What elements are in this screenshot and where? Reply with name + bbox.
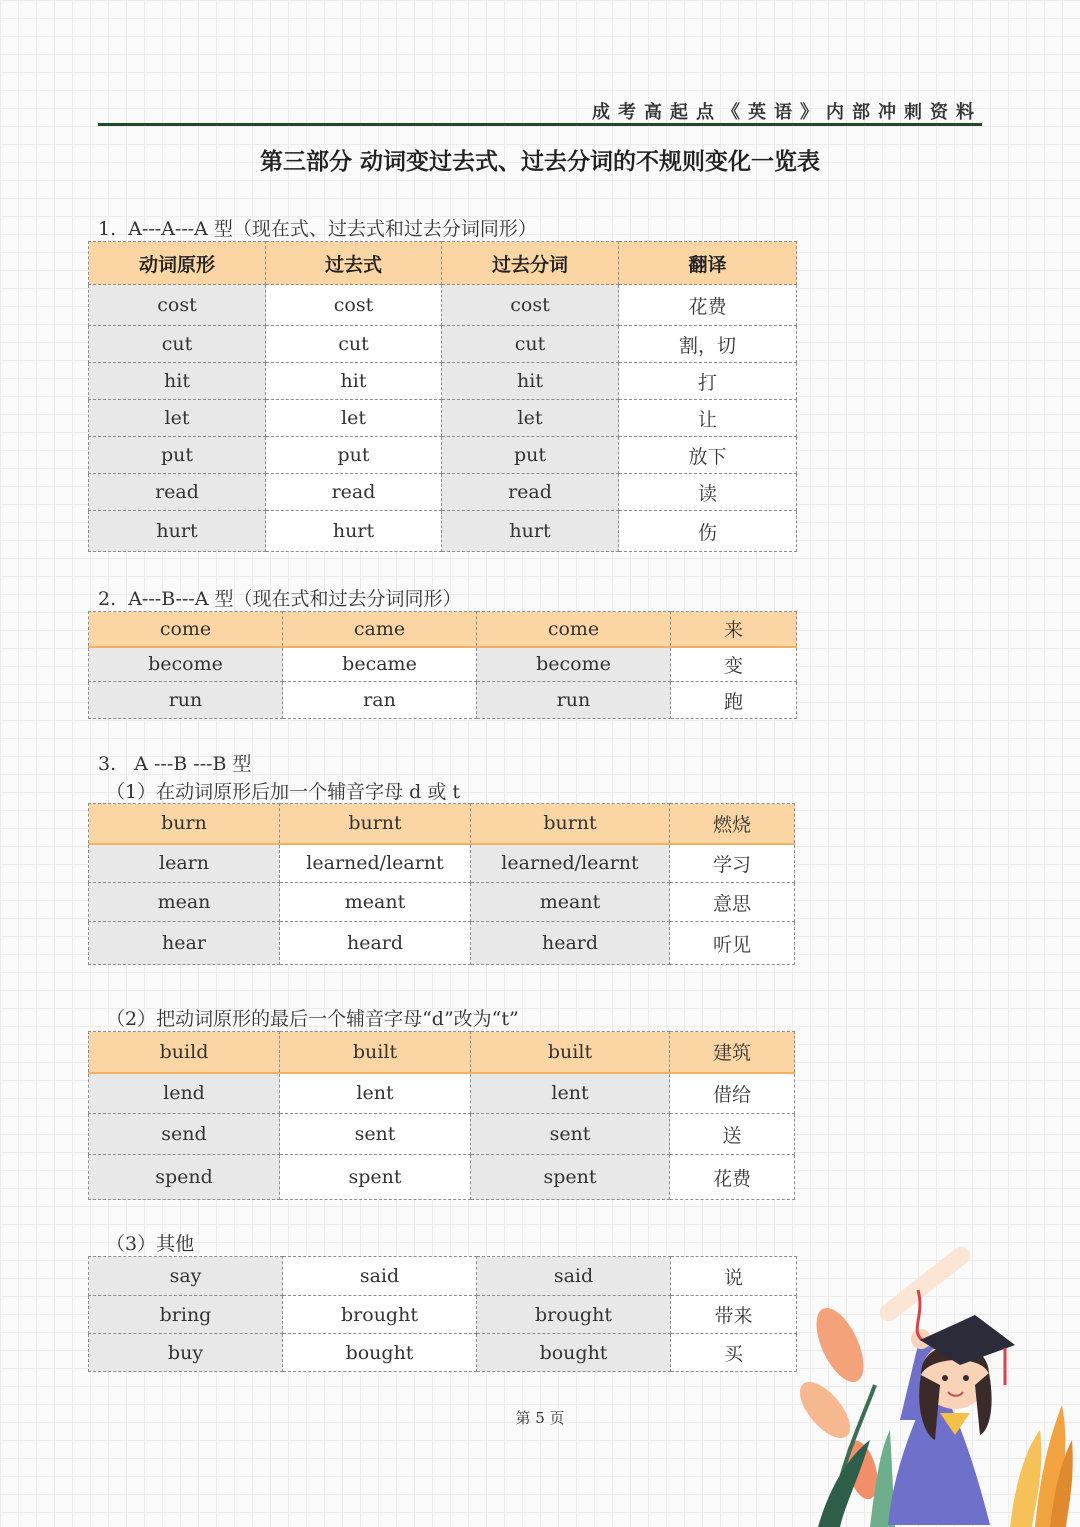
table-cell: ran — [283, 682, 477, 719]
table-cell: 听见 — [670, 922, 795, 965]
table-row — [89, 682, 797, 719]
table-cell: 花费 — [670, 1155, 795, 1200]
table-cell: put — [442, 437, 619, 474]
column-header: 动词原形 — [89, 242, 266, 285]
table-cell: hurt — [89, 511, 266, 552]
table-cell: came — [283, 612, 477, 647]
table-row — [89, 883, 795, 922]
table-cell: sent — [280, 1114, 471, 1155]
page-title: 第三部分 动词变过去式、过去分词的不规则变化一览表 — [259, 149, 820, 175]
table-cell: 放下 — [619, 437, 797, 474]
table-cell: lend — [89, 1073, 280, 1114]
table-row — [89, 1296, 797, 1334]
table-cell: 跑 — [671, 682, 797, 719]
table-cell: 割，切 — [619, 326, 797, 363]
table-cell: spend — [89, 1155, 280, 1200]
table-cell: hear — [89, 922, 280, 965]
table-cell: heard — [471, 922, 670, 965]
table-cell: 送 — [670, 1114, 795, 1155]
table-cell: 买 — [671, 1334, 797, 1372]
section-2-label: 2. A---B---A 型（现在式和过去分词同形） — [98, 588, 462, 610]
header-title: 成考高起点《英语》内部冲刺资料 — [592, 102, 982, 123]
table-row — [89, 285, 797, 326]
table-cell: cost — [89, 285, 266, 326]
table-cell: become — [89, 647, 283, 682]
table-cell: 读 — [619, 474, 797, 511]
table-cell: 借给 — [670, 1073, 795, 1114]
table-cell: 让 — [619, 400, 797, 437]
section-3-sub1-label: （1）在动词原形后加一个辅音字母 d 或 t — [106, 781, 461, 803]
table-cell: bring — [89, 1296, 283, 1334]
table-row — [89, 612, 797, 647]
section-3-sub3-table — [88, 1256, 797, 1372]
table-cell: 带来 — [671, 1296, 797, 1334]
table-cell: said — [477, 1257, 671, 1296]
table-row — [89, 474, 797, 511]
section-3-sub2-label: （2）把动词原形的最后一个辅音字母“d”改为“t” — [106, 1008, 519, 1030]
table-cell: spent — [280, 1155, 471, 1200]
table-cell: 建筑 — [670, 1032, 795, 1073]
table-cell: read — [266, 474, 442, 511]
section-3-sub2-table — [88, 1031, 795, 1200]
column-header: 过去式 — [266, 242, 442, 285]
table-cell: come — [477, 612, 671, 647]
table-cell: lent — [471, 1073, 670, 1114]
table-cell: read — [89, 474, 266, 511]
column-header: 翻译 — [619, 242, 797, 285]
table-row — [89, 1334, 797, 1372]
column-header: 过去分词 — [442, 242, 619, 285]
table-cell: put — [266, 437, 442, 474]
table-cell: built — [280, 1032, 471, 1073]
table-cell: burnt — [471, 804, 670, 844]
table-cell: cost — [442, 285, 619, 326]
table-cell: cost — [266, 285, 442, 326]
table-row — [89, 1155, 795, 1200]
table-cell: become — [477, 647, 671, 682]
table-cell: 燃烧 — [670, 804, 795, 844]
table-cell: 打 — [619, 363, 797, 400]
graduate-illustration-icon — [800, 1235, 1075, 1527]
table-cell: brought — [477, 1296, 671, 1334]
table-row — [89, 1257, 797, 1296]
table-cell: read — [442, 474, 619, 511]
table-header-row — [89, 242, 797, 285]
table-cell: send — [89, 1114, 280, 1155]
table-cell: say — [89, 1257, 283, 1296]
table-cell: learned/learnt — [280, 844, 471, 883]
table-cell: hit — [442, 363, 619, 400]
table-cell: 花费 — [619, 285, 797, 326]
table-cell: spent — [471, 1155, 670, 1200]
table-row — [89, 844, 795, 883]
table-row — [89, 1032, 795, 1073]
table-cell: buy — [89, 1334, 283, 1372]
table-cell: bought — [477, 1334, 671, 1372]
table-cell: mean — [89, 883, 280, 922]
table-cell: bought — [283, 1334, 477, 1372]
table-cell: learned/learnt — [471, 844, 670, 883]
section-3-label: 3. A ---B ---B 型 — [98, 753, 252, 775]
table-cell: said — [283, 1257, 477, 1296]
table-cell: became — [283, 647, 477, 682]
table-row — [89, 1114, 795, 1155]
header-divider — [98, 123, 982, 126]
table-cell: 学习 — [670, 844, 795, 883]
table-row — [89, 804, 795, 844]
table-cell: let — [442, 400, 619, 437]
table-cell: lent — [280, 1073, 471, 1114]
page-number: 第 5 页 — [515, 1409, 565, 1427]
table-cell: 意思 — [670, 883, 795, 922]
table-cell: build — [89, 1032, 280, 1073]
table-cell: sent — [471, 1114, 670, 1155]
section-1-table — [88, 241, 797, 552]
table-cell: built — [471, 1032, 670, 1073]
table-cell: learn — [89, 844, 280, 883]
table-row — [89, 647, 797, 682]
table-cell: meant — [471, 883, 670, 922]
table-cell: hurt — [266, 511, 442, 552]
table-cell: 来 — [671, 612, 797, 647]
table-row — [89, 437, 797, 474]
table-row — [89, 922, 795, 965]
section-3-sub1-table — [88, 803, 795, 965]
table-row — [89, 1073, 795, 1114]
table-cell: let — [266, 400, 442, 437]
table-cell: cut — [442, 326, 619, 363]
table-row — [89, 400, 797, 437]
table-row — [89, 511, 797, 552]
table-row — [89, 363, 797, 400]
table-cell: cut — [266, 326, 442, 363]
table-cell: hit — [266, 363, 442, 400]
table-cell: heard — [280, 922, 471, 965]
section-3-sub3-label: （3）其他 — [106, 1233, 195, 1255]
section-2-table — [88, 611, 797, 719]
table-cell: 说 — [671, 1257, 797, 1296]
table-cell: run — [89, 682, 283, 719]
table-cell: burnt — [280, 804, 471, 844]
table-cell: let — [89, 400, 266, 437]
table-cell: cut — [89, 326, 266, 363]
table-cell: come — [89, 612, 283, 647]
table-cell: hit — [89, 363, 266, 400]
table-cell: run — [477, 682, 671, 719]
table-cell: put — [89, 437, 266, 474]
table-cell: hurt — [442, 511, 619, 552]
table-cell: 变 — [671, 647, 797, 682]
table-row — [89, 326, 797, 363]
section-1-label: 1. A---A---A 型（现在式、过去式和过去分词同形） — [98, 218, 537, 240]
table-cell: meant — [280, 883, 471, 922]
table-cell: burn — [89, 804, 280, 844]
table-cell: 伤 — [619, 511, 797, 552]
table-cell: brought — [283, 1296, 477, 1334]
